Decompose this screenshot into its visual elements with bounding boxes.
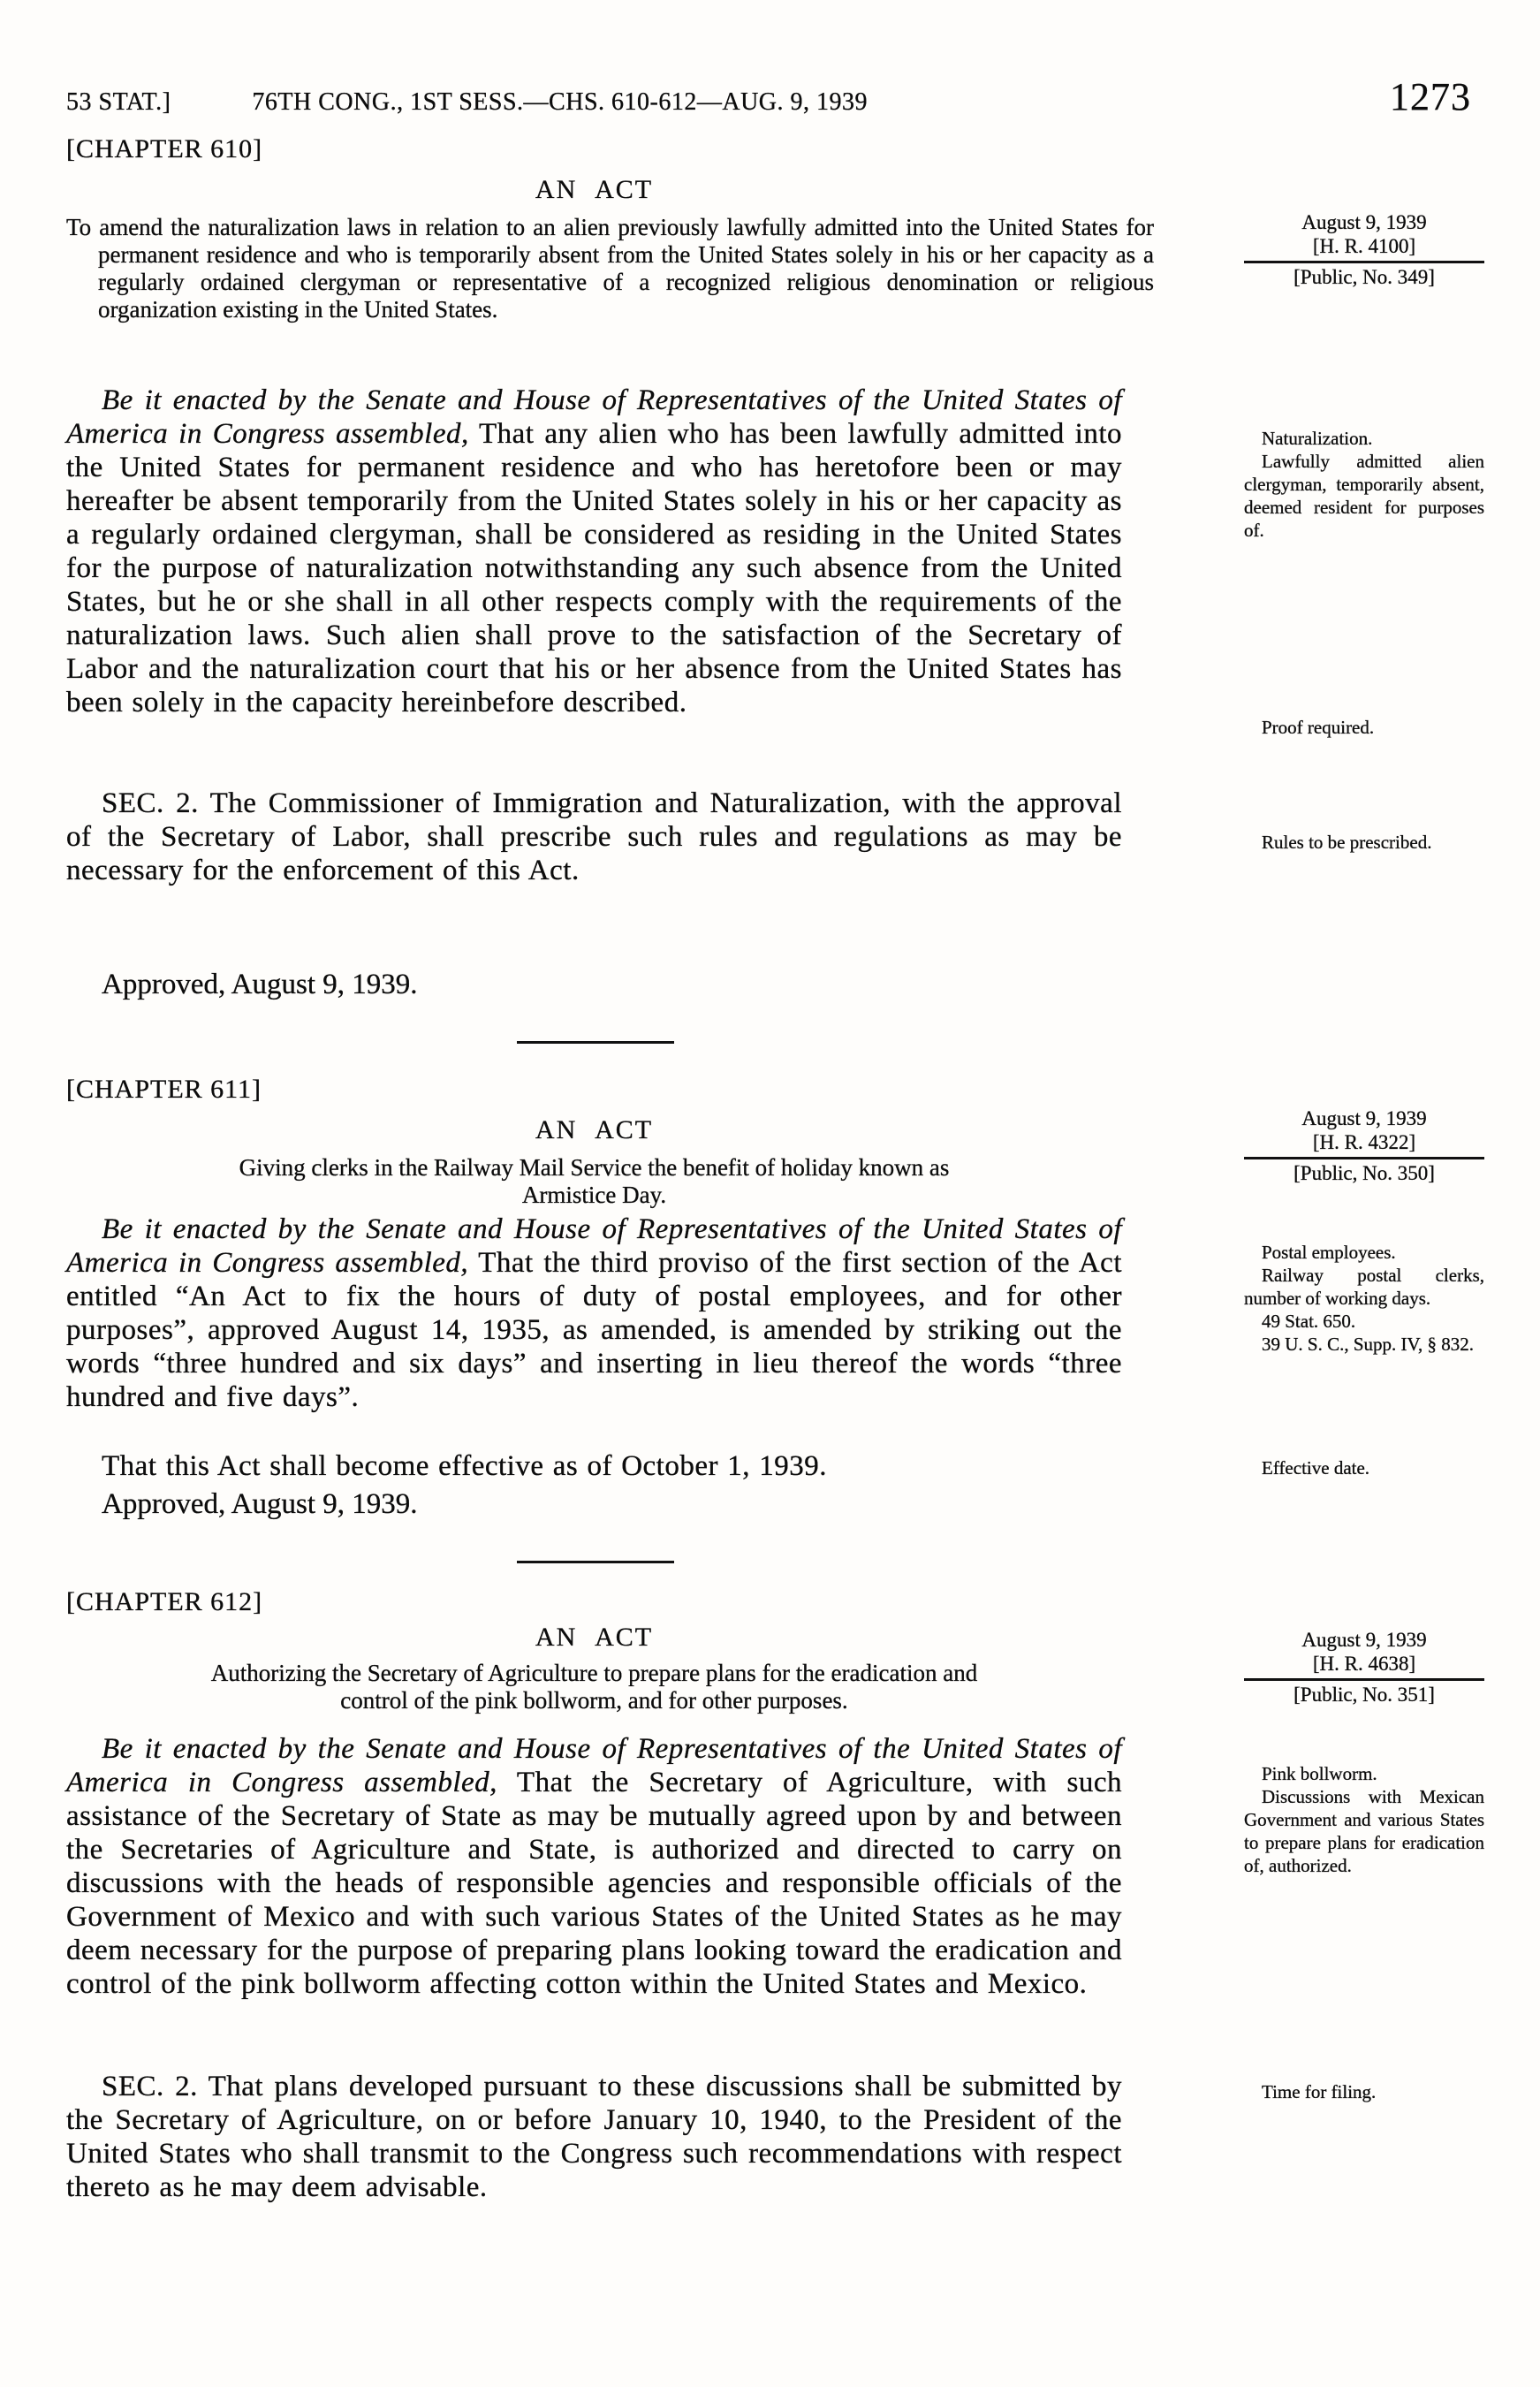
bill-date: August 9, 1939 (1301, 211, 1427, 233)
act-heading: AN ACT (535, 1115, 654, 1144)
session-caption: 76TH CONG., 1ST SESS.—CHS. 610-612—AUG. 9, 1939 (252, 88, 869, 116)
enacting-clause: Be it enacted by the Senate and House of Representatives of the United States of America in Congress assembled, (66, 1733, 1122, 1798)
act-preamble: To amend the naturalization laws in relation to an alien previously lawfully admitted into the United States for permanent residence and who is temporarily absent from the United States solely in his or her capacity as a regularly ordained clergyman or representative of a recognized religious denomination or religious organization existing in the United States. (66, 214, 1154, 323)
body-paragraph (66, 787, 1122, 887)
body-paragraph (66, 384, 1122, 719)
margin-note (1244, 1762, 1484, 1877)
margin-note (1244, 1241, 1484, 1356)
body-paragraph (66, 1213, 1122, 1414)
margin-note-text: Railway postal clerks, number of working days. (1244, 1265, 1484, 1309)
paragraph-text: SEC. 2. That plans developed pursuant to these discussions shall be submitted by the Secretary of Agriculture, on or before January 10, 1940, to the President of the United States who shall transmit to the Congress such recommendations with respect thereto as he may deem advisable. (66, 2071, 1122, 2203)
bill-number: [H. R. 4638] (1312, 1653, 1416, 1675)
margin-note (1244, 1456, 1484, 1479)
running-header (66, 74, 1471, 119)
margin-note (1244, 831, 1484, 854)
bill-number: [H. R. 4322] (1312, 1131, 1416, 1153)
chapter-label: [CHAPTER 610] (66, 134, 263, 163)
preamble-line: Giving clerks in the Railway Mail Service the benefit of holiday known as (239, 1154, 950, 1181)
bill-head (1244, 210, 1484, 289)
public-law-number: [Public, No. 350] (1293, 1162, 1435, 1184)
paragraph-text: That the Secretary of Agriculture, with such assistance of the Secretary of State as may be mutually agreed upon by and between the Secretaries of Agriculture and State, is authorized and directed to carry on discussions with the heads of responsible agencies and responsible officials of the Government of Mexico and with such various States of the United States as he may deem necessary for the purpose of preparing plans looking toward the eradication and control of the pink bollworm affecting cotton within the United States and Mexico. (66, 1767, 1123, 2000)
public-law-number: [Public, No. 351] (1293, 1684, 1435, 1706)
section-divider (517, 1561, 674, 1563)
bill-date: August 9, 1939 (1301, 1629, 1427, 1651)
margin-note-text: Naturalization. (1262, 428, 1373, 449)
billhead-rule (1244, 1157, 1484, 1159)
billhead-rule (1244, 1678, 1484, 1681)
paragraph-text: SEC. 2. The Commissioner of Immigration and Naturalization, with the approval of the Secretary of Labor, shall prescribe such rules and regulations as may be necessary for the enforcement of this Act. (66, 787, 1122, 886)
body-paragraph (66, 2070, 1122, 2204)
paragraph-text: That the third proviso of the first section of the Act entitled “An Act to fix the hours of duty of postal employees, and for other purposes”, approved August 14, 1935, as amended, is amended by striking out the words “three hundred and six days” and inserting in lieu thereof the words “three hundred and five days”. (66, 1247, 1122, 1413)
margin-note (1244, 427, 1484, 542)
margin-note-text: Discussions with Mexican Government and various States to prepare plans for eradication of, authorized. (1244, 1786, 1484, 1876)
section-divider (517, 1041, 674, 1044)
preamble-line: Armistice Day. (521, 1182, 667, 1208)
public-law-number: [Public, No. 349] (1293, 266, 1435, 288)
body-paragraph (66, 1732, 1122, 2001)
margin-note-text: Pink bollworm. (1262, 1763, 1377, 1784)
margin-note-text: Proof required. (1262, 717, 1375, 738)
preamble-line: Authorizing the Secretary of Agriculture to prepare plans for the eradication and (210, 1660, 978, 1686)
stat-volume-label: 53 STAT.] (66, 88, 171, 116)
margin-note-text: 39 U. S. C., Supp. IV, § 832. (1262, 1334, 1474, 1355)
paragraph-text: That this Act shall become effective as of October 1, 1939. (102, 1450, 827, 1482)
enacting-clause: Be it enacted by the Senate and House of Representatives of the United States of America in Congress assembled, (66, 1213, 1122, 1279)
margin-note (1244, 2080, 1484, 2103)
margin-note-text: 49 Stat. 650. (1262, 1311, 1356, 1332)
body-paragraph (66, 1449, 1122, 1483)
paragraph-text: That any alien who has been lawfully admitted into the United States for permanent residence and who has heretofore been or may hereafter be absent temporarily from the United States solely in his or her capacity as a regularly ordained clergyman, shall be considered as residing in the United States for the purpose of naturalization notwithstanding any such absence from the United States, but he or she shall in all other respects comply with the requirements of the naturalization laws. Such alien shall prove to the satisfaction of the Secretary of Labor and the naturalization court that his or her absence from the United States has been solely in the capacity hereinbefore described. (66, 418, 1122, 718)
billhead-rule (1244, 261, 1484, 263)
chapter-label: [CHAPTER 611] (66, 1075, 262, 1104)
act-preamble (66, 1660, 1122, 1714)
act-heading: AN ACT (535, 1623, 654, 1652)
margin-note (1244, 716, 1484, 739)
bill-date: August 9, 1939 (1301, 1107, 1427, 1129)
enacting-clause: Be it enacted by the Senate and House of Representatives of the United States of America in Congress assembled, (66, 384, 1122, 450)
bill-head (1244, 1628, 1484, 1707)
margin-note-text: Rules to be prescribed. (1262, 832, 1432, 853)
page-number: 1273 (1390, 75, 1471, 118)
bill-head (1244, 1106, 1484, 1185)
act-preamble (66, 1154, 1122, 1209)
margin-note-text: Time for filing. (1262, 2081, 1377, 2102)
preamble-line: control of the pink bollworm, and for other purposes. (340, 1687, 848, 1714)
margin-note-text: Lawfully admitted alien clergyman, temporarily absent, deemed resident for purposes of. (1244, 451, 1484, 541)
act-heading: AN ACT (535, 175, 654, 204)
approval-line: Approved, August 9, 1939. (102, 969, 418, 1000)
margin-note-text: Postal employees. (1262, 1242, 1396, 1263)
bill-number: [H. R. 4100] (1312, 235, 1416, 257)
margin-note-text: Effective date. (1262, 1457, 1370, 1479)
approval-line: Approved, August 9, 1939. (102, 1488, 418, 1520)
chapter-label: [CHAPTER 612] (66, 1587, 263, 1616)
